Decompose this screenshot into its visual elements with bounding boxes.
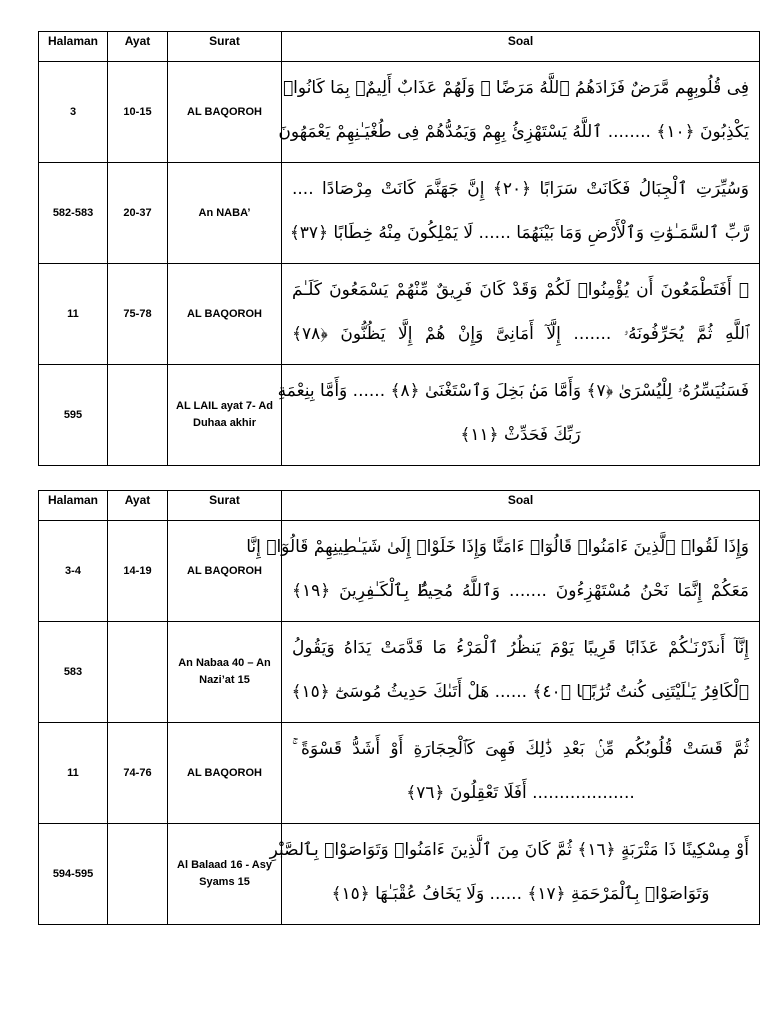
cell-halaman: 3-4 (39, 521, 108, 622)
soal-line: إِنَّآ أَنذَرْنَـٰكُمْ عَذَابًا قَرِيبًا يَوْمَ يَنظُرُ ٱلْمَرْءُ مَا قَدَّمَتْ يَدَاهُ وَيَقُولُ (292, 638, 749, 658)
cell-soal (282, 723, 760, 824)
soal-line: يَكْذِبُونَ ﴿١٠﴾ ........ ٱللَّهُ يَسْتَهْزِئُ بِهِمْ وَيَمُدُّهُمْ فِى طُغْيَـٰنِهِمْ يَعْمَهُونَ (278, 122, 749, 142)
cell-surat: Al Balaad 16 - Asy Syams 15 (168, 824, 282, 925)
table-row (39, 521, 760, 622)
cell-halaman: 3 (39, 62, 108, 163)
soal-line: وَسُيِّرَتِ ٱلْجِبَالُ فَكَانَتْ سَرَابًا ﴿٢٠﴾ إِنَّ جَهَنَّمَ كَانَتْ مِرْصَادًا .... (292, 179, 749, 199)
table-row (39, 62, 760, 163)
cell-surat: An NABA’ (168, 163, 282, 264)
header-soal: Soal (282, 491, 760, 521)
cell-halaman: 11 (39, 264, 108, 365)
cell-soal (278, 62, 760, 163)
soal-line: فِى قُلُوبِهِم مَّرَضٌ فَزَادَهُمُ ٱللَّهُ مَرَضًا ۖ وَلَهُمْ عَذَابٌ أَلِيمٌۢ بِمَا كَانُوا۟ (282, 78, 749, 98)
table-row (39, 824, 760, 925)
soal-line: وَإِذَا لَقُوا۟ ٱلَّذِينَ ءَامَنُوا۟ قَالُوٓا۟ ءَامَنَّا وَإِذَا خَلَوْا۟ إِلَىٰ شَيَـٰطِينِهِمْ قَالُوٓا۟ إِنَّا (246, 537, 749, 557)
quiz-table-1 (38, 31, 760, 466)
cell-ayat: 74-76 (108, 723, 168, 824)
soal-line: ۞ أَفَتَطْمَعُونَ أَن يُؤْمِنُوا۟ لَكُمْ وَقَدْ كَانَ فَرِيقٌ مِّنْهُمْ يَسْمَعُونَ كَلَـٰمَ (292, 280, 749, 300)
cell-halaman: 594-595 (39, 824, 108, 925)
cell-ayat (108, 622, 168, 723)
soal-line: فَسَنُيَسِّرُهُۥ لِلْيُسْرَىٰ ﴿٧﴾ وَأَمَّا مَنۢ بَخِلَ وَٱسْتَغْنَىٰ ﴿٨﴾ ...... وَأَمَّا بِنِعْمَةِ (277, 381, 749, 401)
soal-line: ٱللَّهِ ثُمَّ يُحَرِّفُونَهُۥ ....... إِلَّآ أَمَانِىَّ وَإِنْ هُمْ إِلَّا يَظُنُّونَ ﴿٧٨﴾ (292, 324, 749, 344)
cell-halaman: 582-583 (39, 163, 108, 264)
header-ayat: Ayat (108, 32, 168, 62)
cell-surat: AL BAQOROH (168, 521, 282, 622)
header-halaman: Halaman (39, 491, 108, 521)
cell-halaman: 11 (39, 723, 108, 824)
table-row (39, 365, 760, 466)
header-ayat: Ayat (108, 491, 168, 521)
cell-surat: AL BAQOROH (168, 62, 282, 163)
soal-line: ثُمَّ قَسَتْ قُلُوبُكُم مِّنۢ بَعْدِ ذَٰلِكَ فَهِىَ كَٱلْحِجَارَةِ أَوْ أَشَدُّ قَسْوَةً ۚ (292, 739, 749, 759)
soal-line: رَبِّكَ فَحَدِّثْ ﴿١١﴾ (460, 425, 581, 445)
cell-ayat: 75-78 (108, 264, 168, 365)
table-row (39, 264, 760, 365)
soal-line: رَّبِّ ٱلسَّمَـٰوَٰتِ وَٱلْأَرْضِ وَمَا بَيْنَهُمَا ...... لَا يَمْلِكُونَ مِنْهُ خِطَابًا ﴿٣٧﴾ (289, 223, 749, 243)
header-surat: Surat (168, 491, 282, 521)
soal-line: ................... أَفَلَا تَعْقِلُونَ ﴿٧٦﴾ (406, 783, 635, 803)
cell-soal (282, 163, 760, 264)
soal-line: مَعَكُمْ إِنَّمَا نَحْنُ مُسْتَهْزِءُونَ ....... وَٱللَّهُ مُحِيطٌۢ بِٱلْكَـٰفِرِينَ ﴿١٩﴾ (292, 581, 749, 601)
header-halaman: Halaman (39, 32, 108, 62)
table-row (39, 622, 760, 723)
soal-line: أَوْ مِسْكِينًا ذَا مَتْرَبَةٍ ﴿١٦﴾ ثُمَّ كَانَ مِنَ ٱلَّذِينَ ءَامَنُوا۟ وَتَوَاصَوْا۟ بِٱلصَّبْرِ (269, 840, 749, 860)
table-header-row (39, 32, 760, 62)
soal-line: ٱلْكَافِرُ يَـٰلَيْتَنِى كُنتُ تُرَٰبًۢا ﴿٤٠﴾ ...... هَلْ أَتَىٰكَ حَدِيثُ مُوسَىٰٓ ﴿١٥﴾ (291, 682, 749, 702)
table-row (39, 723, 760, 824)
cell-ayat (108, 365, 168, 466)
cell-soal (246, 521, 760, 622)
header-surat: Surat (168, 32, 282, 62)
soal-line: وَتَوَاصَوْا۟ بِٱلْمَرْحَمَةِ ﴿١٧﴾ ...... وَلَا يَخَافُ عُقْبَـٰهَا ﴿١٥﴾ (331, 884, 710, 904)
cell-ayat: 20-37 (108, 163, 168, 264)
quiz-table-2 (38, 490, 760, 925)
cell-ayat (108, 824, 168, 925)
cell-ayat: 10-15 (108, 62, 168, 163)
header-soal: Soal (282, 32, 760, 62)
cell-surat: AL LAIL ayat 7- Ad Duhaa akhir (168, 365, 282, 466)
cell-surat: An Nabaa 40 – An Nazi’at 15 (168, 622, 282, 723)
table-row (39, 163, 760, 264)
table-header-row (39, 491, 760, 521)
cell-soal (277, 365, 760, 466)
cell-soal (269, 824, 760, 925)
cell-ayat: 14-19 (108, 521, 168, 622)
cell-halaman: 583 (39, 622, 108, 723)
cell-surat: AL BAQOROH (168, 264, 282, 365)
cell-halaman: 595 (39, 365, 108, 466)
cell-soal (282, 622, 760, 723)
cell-soal (282, 264, 760, 365)
cell-surat: AL BAQOROH (168, 723, 282, 824)
